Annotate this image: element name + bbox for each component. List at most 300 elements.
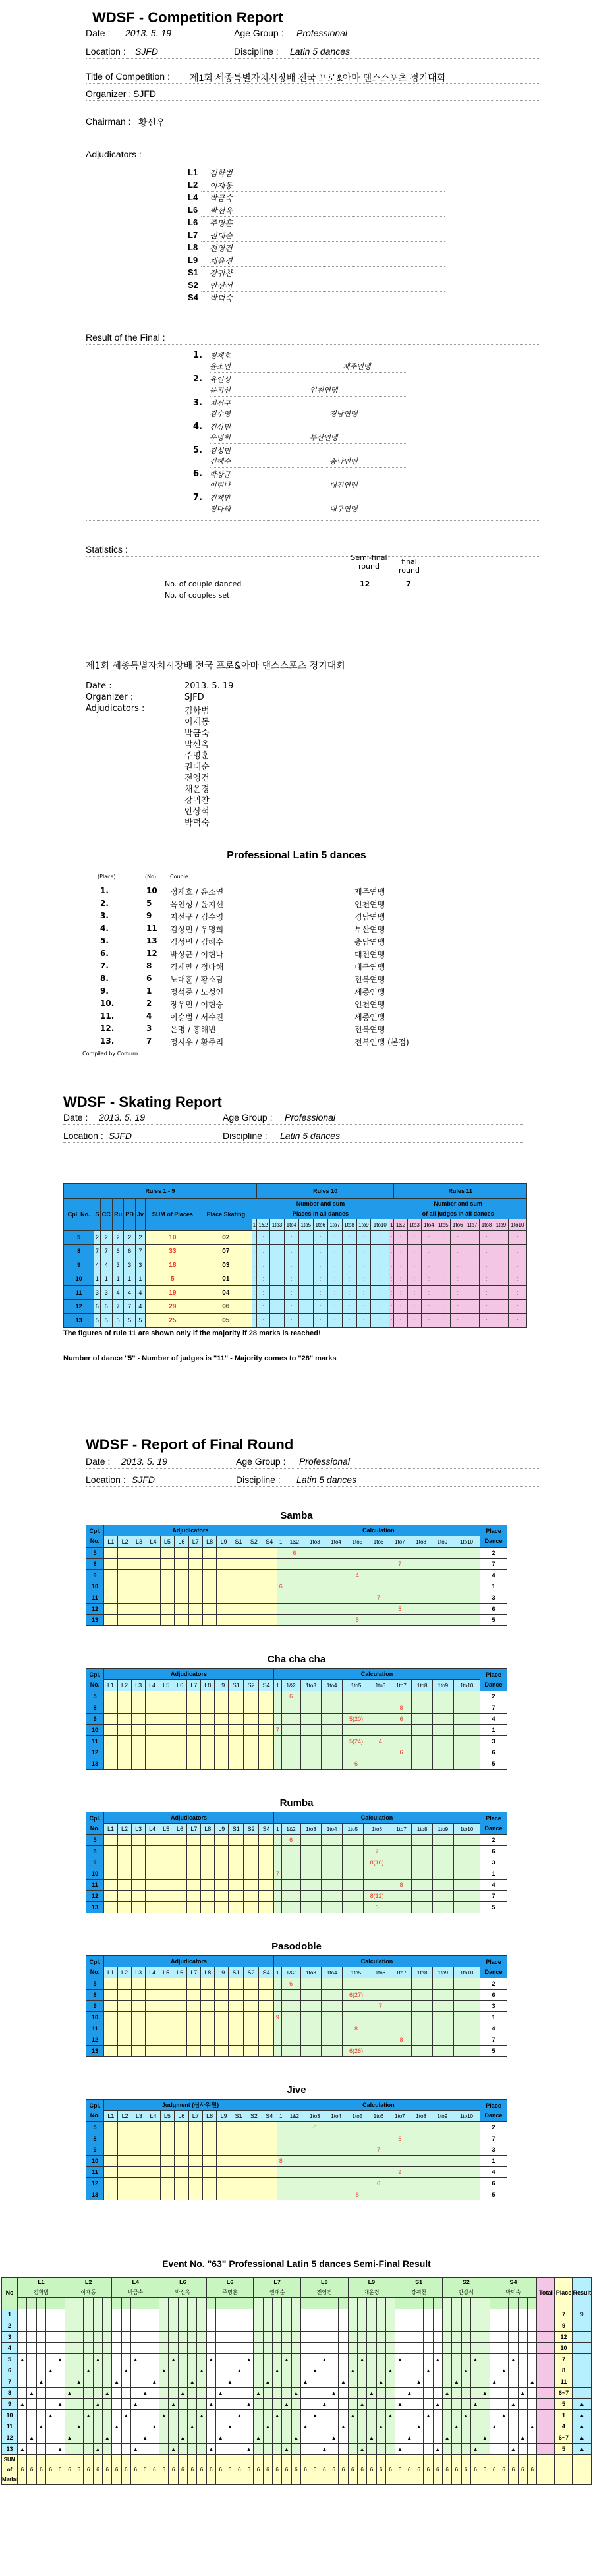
calc-cell	[300, 2012, 322, 2023]
calc-col: 1to5	[347, 1536, 368, 1548]
adj-mark	[246, 1592, 262, 1604]
rule10-cell: :	[270, 1286, 285, 1300]
calc-cell	[432, 1570, 453, 1581]
semi-dance-col	[414, 2298, 423, 2309]
calc-cell	[412, 2001, 433, 2012]
semi-footer-cell: 6	[518, 2455, 527, 2485]
semi-footer-end	[573, 2455, 592, 2485]
semi-dance-col	[206, 2298, 215, 2309]
semi-mark: ▲	[150, 2376, 159, 2388]
location-label: Location :	[86, 46, 126, 57]
calc-cell	[300, 2001, 322, 2012]
adj-mark	[217, 2178, 231, 2189]
semi-mark	[424, 2309, 433, 2320]
calc-cell	[391, 1758, 412, 1770]
semi-mark	[263, 2399, 272, 2410]
semi-mark	[216, 2320, 225, 2332]
rule11-cell: :	[465, 1258, 480, 1272]
dance-cpl: 5	[86, 1691, 104, 1702]
dance-cpl: 13	[86, 2189, 104, 2200]
calc-cell	[325, 2122, 347, 2133]
summary-adjudicator: 권대순	[184, 762, 210, 772]
adj-mark	[104, 2133, 118, 2144]
adj-mark	[132, 2133, 146, 2144]
skating-place: 04	[200, 1286, 252, 1300]
adj-mark	[118, 1581, 132, 1592]
semi-mark	[348, 2388, 357, 2399]
chairman-label: Chairman :	[86, 116, 131, 126]
adj-col: L3	[132, 1967, 146, 1978]
calc-cell	[325, 2167, 347, 2178]
adj-mark	[244, 1846, 259, 1857]
semi-mark	[442, 2320, 451, 2332]
semi-mark	[329, 2343, 338, 2354]
adj-col: S4	[259, 1967, 274, 1978]
adj-mark	[132, 1990, 146, 2001]
adj-mark	[132, 1868, 146, 1880]
semi-dance-col	[490, 2298, 499, 2309]
adj-mark	[132, 2001, 146, 2012]
semi-mark	[131, 2376, 140, 2388]
calc-cell	[274, 1978, 281, 1990]
fr-location-label: Location :	[86, 1474, 126, 1485]
calc-cell	[322, 2012, 343, 2023]
adj-col: L8	[201, 1680, 215, 1691]
skating-place: 01	[200, 1272, 252, 1286]
adj-col: L1	[104, 1967, 118, 1978]
semi-total	[537, 2421, 555, 2432]
rule10-cell: :	[313, 1314, 327, 1328]
calc-cell	[322, 2023, 343, 2034]
semi-mark	[357, 2332, 366, 2343]
adj-col: L8	[202, 2111, 216, 2122]
semi-mark: ▲	[244, 2399, 254, 2410]
adj-mark	[246, 1604, 262, 1615]
semi-mark	[121, 2376, 130, 2388]
semi-mark	[480, 2399, 490, 2410]
semi-mark	[178, 2365, 187, 2376]
calc-cell	[453, 1714, 480, 1725]
semi-total	[537, 2410, 555, 2421]
adj-mark	[187, 1714, 201, 1725]
adj-mark	[104, 1559, 118, 1570]
semi-mark: ▲	[112, 2421, 121, 2432]
calc-cell	[412, 1691, 433, 1702]
adj-mark	[201, 1835, 215, 1846]
semi-mark: ▲	[272, 2365, 281, 2376]
semi-mark	[442, 2410, 451, 2421]
semi-row	[2, 2365, 592, 2376]
dance-row	[86, 1978, 507, 1990]
semi-mark	[385, 2421, 395, 2432]
calc-cell	[368, 2133, 389, 2144]
adjudicator-code: L8	[188, 242, 198, 252]
semi-mark	[150, 2365, 159, 2376]
semi-footer-cell: 6	[310, 2455, 320, 2485]
cpl-no-header: Cpl. No.	[64, 1199, 94, 1231]
adj-mark	[175, 1615, 188, 1626]
calc-cell	[274, 1857, 281, 1868]
adj-mark	[118, 1868, 132, 1880]
adj-mark	[202, 1615, 216, 1626]
dance-cpl: 8	[86, 1846, 104, 1857]
semi-mark	[527, 2432, 537, 2444]
summary-date-value: 2013. 5. 19	[184, 681, 234, 691]
calc-cell	[370, 1747, 391, 1758]
semi-mark	[131, 2309, 140, 2320]
calc-cell: 5	[347, 1615, 368, 1626]
calc-cell	[410, 2178, 432, 2189]
calc-cell	[433, 1736, 454, 1747]
calc-cell: 9	[389, 2167, 410, 2178]
adj-mark	[215, 2012, 229, 2023]
adj-col: L7	[188, 2111, 202, 2122]
adj-mark	[262, 1604, 277, 1615]
semi-mark	[188, 2343, 197, 2354]
calc-col: 1to8	[412, 1680, 433, 1691]
final-partner-1: 지선구	[210, 399, 231, 408]
adj-mark	[132, 2144, 146, 2156]
semi-mark	[216, 2332, 225, 2343]
places-col-header: 1to10	[508, 1219, 526, 1231]
semi-mark	[470, 2421, 480, 2432]
semi-mark	[300, 2388, 310, 2399]
calc-cell	[410, 1570, 432, 1581]
semi-mark	[55, 2410, 65, 2421]
semi-mark	[414, 2399, 423, 2410]
adj-col: L7	[187, 1824, 201, 1835]
semi-mark: ▲	[470, 2399, 480, 2410]
semi-mark	[320, 2432, 329, 2444]
semi-mark: ▲	[357, 2444, 366, 2455]
summary-couple: 은명 / 홍해빈	[170, 1025, 216, 1034]
calc-cell	[300, 1725, 322, 1736]
adj-col: S2	[246, 1536, 262, 1548]
dance-place: 1	[480, 1581, 507, 1592]
semi-mark	[169, 2376, 178, 2388]
calc-cell	[347, 2156, 368, 2167]
rule10-cell: :	[284, 1272, 298, 1286]
semi-mark	[424, 2444, 433, 2455]
calc-cell	[389, 1548, 410, 1559]
semi-mark	[348, 2320, 357, 2332]
semi-place: 5	[555, 2399, 573, 2410]
calc-cell	[274, 2046, 281, 2057]
calc-col: 1to3	[300, 1824, 322, 1835]
semi-mark	[527, 2343, 537, 2354]
adj-mark	[215, 1880, 229, 1891]
adj-mark	[146, 1891, 159, 1902]
adj-mark	[229, 1891, 244, 1902]
semi-mark	[178, 2320, 187, 2332]
semi-mark: ▲	[509, 2444, 518, 2455]
adj-mark	[118, 1714, 132, 1725]
semi-footer-cell: 6	[320, 2455, 329, 2485]
places-col-header: 1to4	[422, 1219, 436, 1231]
semi-mark	[424, 2343, 433, 2354]
semi-mark	[300, 2399, 310, 2410]
semi-mark: ▲	[131, 2354, 140, 2365]
skating-dance-place: 5	[136, 1314, 146, 1328]
calc-cell	[277, 2167, 285, 2178]
summary-no: 1	[146, 986, 152, 995]
semi-mark	[357, 2376, 366, 2388]
semi-mark	[188, 2332, 197, 2343]
adj-mark	[118, 2167, 132, 2178]
rule11-cell: :	[389, 1231, 394, 1245]
calc-cell	[433, 1702, 454, 1714]
calc-cell	[325, 1592, 347, 1604]
place-dance-header: Place Dance	[480, 2100, 507, 2122]
calc-cell: 8	[277, 2156, 285, 2167]
summary-place: 3.	[100, 911, 109, 920]
semi-mark: ▲	[235, 2410, 244, 2421]
semi-judge-code: L1	[38, 2279, 45, 2285]
summary-no: 4	[146, 1011, 152, 1021]
skating-dance-place: 2	[124, 1231, 136, 1245]
semi-mark: ▲	[348, 2410, 357, 2421]
summary-place: 6.	[100, 949, 109, 958]
semi-footer-cell: 6	[159, 2455, 169, 2485]
semi-footer-cell: 6	[112, 2455, 121, 2485]
calc-cell	[453, 2167, 480, 2178]
final-club: 경남연맹	[329, 410, 358, 418]
adj-mark	[104, 1581, 118, 1592]
semi-mark	[499, 2376, 508, 2388]
adj-mark	[202, 1592, 216, 1604]
calc-cell	[453, 1891, 480, 1902]
semi-mark	[414, 2432, 423, 2444]
dance-row	[86, 2178, 507, 2189]
semi-judge-code: S4	[509, 2279, 517, 2285]
semi-mark	[18, 2309, 27, 2320]
adj-mark	[187, 1747, 201, 1758]
dance-cpl: 12	[86, 1891, 104, 1902]
adj-col: L5	[159, 1680, 173, 1691]
semi-mark	[518, 2365, 527, 2376]
dance-cpl: 11	[86, 1880, 104, 1891]
calc-cell: 4	[370, 1736, 391, 1747]
calc-col: 1to10	[453, 1967, 480, 1978]
summary-place: 2.	[100, 899, 109, 908]
skating-place: 03	[200, 1258, 252, 1272]
calc-cell: 6	[368, 2178, 389, 2189]
semi-dance-col	[188, 2298, 197, 2309]
places-col-header: 1to6	[451, 1219, 465, 1231]
adj-mark	[104, 1714, 118, 1725]
semi-footer-cell: 6	[65, 2455, 74, 2485]
semi-mark: ▲	[65, 2388, 74, 2399]
semi-mark	[150, 2388, 159, 2399]
semi-mark	[357, 2320, 366, 2332]
semi-place: 1	[555, 2410, 573, 2421]
semi-footer-cell: 6	[178, 2455, 187, 2485]
semi-result	[573, 2354, 592, 2365]
final-report-title: WDSF - Report of Final Round	[86, 1436, 294, 1453]
calc-cell	[453, 1570, 480, 1581]
semi-judge-header	[65, 2278, 112, 2298]
adj-col: L9	[215, 1967, 229, 1978]
dance-title: Samba	[280, 1510, 313, 1521]
adj-mark	[132, 2023, 146, 2034]
adj-col: S4	[259, 1824, 274, 1835]
summary-couple: 장우민 / 이현승	[170, 1000, 224, 1009]
calc-col: 1to10	[453, 1824, 480, 1835]
semi-footer-cell: 6	[235, 2455, 244, 2485]
semi-mark	[74, 2388, 84, 2399]
semi-mark: ▲	[225, 2376, 235, 2388]
calc-cell	[433, 1691, 454, 1702]
semi-judge-code: L7	[273, 2279, 281, 2285]
adj-mark	[104, 1758, 118, 1770]
calc-cell	[342, 1725, 370, 1736]
dance-row	[86, 1581, 507, 1592]
dance-cpl: 8	[86, 1702, 104, 1714]
adj-mark	[104, 2189, 118, 2200]
calc-col: 1&2	[285, 1536, 304, 1548]
adjudicator-code: L1	[188, 167, 198, 177]
adj-mark	[187, 1990, 201, 2001]
semi-mark	[225, 2432, 235, 2444]
calc-cell	[304, 1559, 325, 1570]
adj-mark	[217, 1615, 231, 1626]
semi-mark	[121, 2432, 130, 2444]
adj-col: L8	[201, 1824, 215, 1835]
skating-row	[64, 1245, 527, 1258]
semi-result	[573, 2320, 592, 2332]
semi-mark	[84, 2376, 93, 2388]
semi-mark	[206, 2432, 215, 2444]
rule10-cell: :	[256, 1258, 269, 1272]
semi-mark	[169, 2332, 178, 2343]
skating-cpl: 10	[64, 1272, 94, 1286]
semi-mark	[197, 2421, 206, 2432]
dance-place: 5	[480, 1902, 507, 1913]
adj-mark	[146, 2167, 160, 2178]
calc-cell	[453, 2034, 480, 2046]
semi-mark	[84, 2332, 93, 2343]
semi-mark	[206, 2376, 215, 2388]
semi-mark	[150, 2410, 159, 2421]
calc-cell: 8	[391, 1702, 412, 1714]
adj-mark	[262, 1570, 277, 1581]
semi-footer-cell: 6	[254, 2455, 263, 2485]
skating-dance-place: 5	[113, 1314, 124, 1328]
adj-mark	[118, 1736, 132, 1747]
semi-mark	[84, 2320, 93, 2332]
semi-dance-col	[254, 2298, 263, 2309]
calc-cell	[322, 2046, 343, 2057]
semi-mark	[93, 2388, 102, 2399]
semi-footer-cell: 6	[263, 2455, 272, 2485]
semi-mark	[169, 2343, 178, 2354]
page-title: WDSF - Competition Report	[92, 9, 283, 26]
dance-cpl: 10	[86, 2012, 104, 2023]
calc-cell	[433, 1902, 454, 1913]
adj-mark	[175, 1548, 188, 1559]
adj-mark	[173, 1736, 187, 1747]
calc-cell	[453, 1736, 480, 1747]
semi-mark	[376, 2388, 385, 2399]
semi-mark	[329, 2365, 338, 2376]
adj-mark	[104, 2001, 118, 2012]
skating-location-label: Location :	[63, 1131, 103, 1141]
calc-cell	[277, 2133, 285, 2144]
rule10-cell: :	[256, 1231, 269, 1245]
calc-cell	[370, 2034, 391, 2046]
calc-cell	[410, 2133, 432, 2144]
semi-mark	[357, 2343, 366, 2354]
calc-cell	[453, 1592, 480, 1604]
semi-mark	[55, 2320, 65, 2332]
adj-mark	[217, 2189, 231, 2200]
semi-mark	[65, 2354, 74, 2365]
calc-col: 1to3	[300, 1967, 322, 1978]
semi-mark	[509, 2309, 518, 2320]
dance-place: 6	[480, 1747, 507, 1758]
semi-total	[537, 2432, 555, 2444]
adj-col: L6	[173, 1967, 187, 1978]
adj-mark	[132, 1835, 146, 1846]
semi-mark	[103, 2320, 112, 2332]
adjudicator-code: S2	[188, 280, 198, 290]
semi-dance-col	[131, 2298, 140, 2309]
semi-mark	[433, 2343, 442, 2354]
calc-col: 1to6	[368, 1536, 389, 1548]
calc-cell	[389, 2178, 410, 2189]
semi-mark	[490, 2444, 499, 2455]
adjudicator-name: 김학범	[210, 169, 233, 178]
adj-col: L2	[118, 1680, 132, 1691]
adj-mark	[188, 2167, 202, 2178]
semi-judge-name: 박선옥	[175, 2289, 190, 2295]
semi-mark: ▲	[178, 2388, 187, 2399]
semi-mark	[121, 2343, 130, 2354]
adj-mark	[187, 2046, 201, 2057]
semi-row	[2, 2399, 592, 2410]
calc-cell	[277, 1604, 285, 1615]
semi-cpl: 12	[2, 2432, 18, 2444]
semi-footer-cell: 6	[188, 2455, 197, 2485]
calc-cell	[453, 1880, 480, 1891]
final-place: 5.	[193, 445, 202, 455]
semi-mark	[310, 2421, 320, 2432]
adj-mark	[175, 2178, 188, 2189]
semi-mark	[27, 2332, 36, 2343]
semi-mark	[103, 2365, 112, 2376]
skating-sum: 10	[145, 1231, 200, 1245]
semi-footer-cell: 6	[169, 2455, 178, 2485]
semi-mark: ▲	[433, 2354, 442, 2365]
adj-mark	[229, 1747, 244, 1758]
semi-footer-label: SUM of Marks	[2, 2455, 18, 2485]
semi-mark	[480, 2332, 490, 2343]
semi-mark	[112, 2399, 121, 2410]
adj-mark	[188, 2122, 202, 2133]
semi-mark	[452, 2432, 461, 2444]
calc-cell: 6	[285, 1548, 304, 1559]
semi-mark: ▲	[216, 2432, 225, 2444]
adj-mark	[146, 2046, 159, 2057]
calc-cell	[432, 2144, 453, 2156]
adj-mark	[173, 1880, 187, 1891]
semi-row	[2, 2432, 592, 2444]
adjudicator-code: L9	[188, 255, 198, 265]
skating-dance-place: 4	[94, 1258, 100, 1272]
semi-dance-col	[452, 2298, 461, 2309]
calc-cell	[277, 2144, 285, 2156]
final-partner-2: 김혜수	[210, 457, 231, 466]
